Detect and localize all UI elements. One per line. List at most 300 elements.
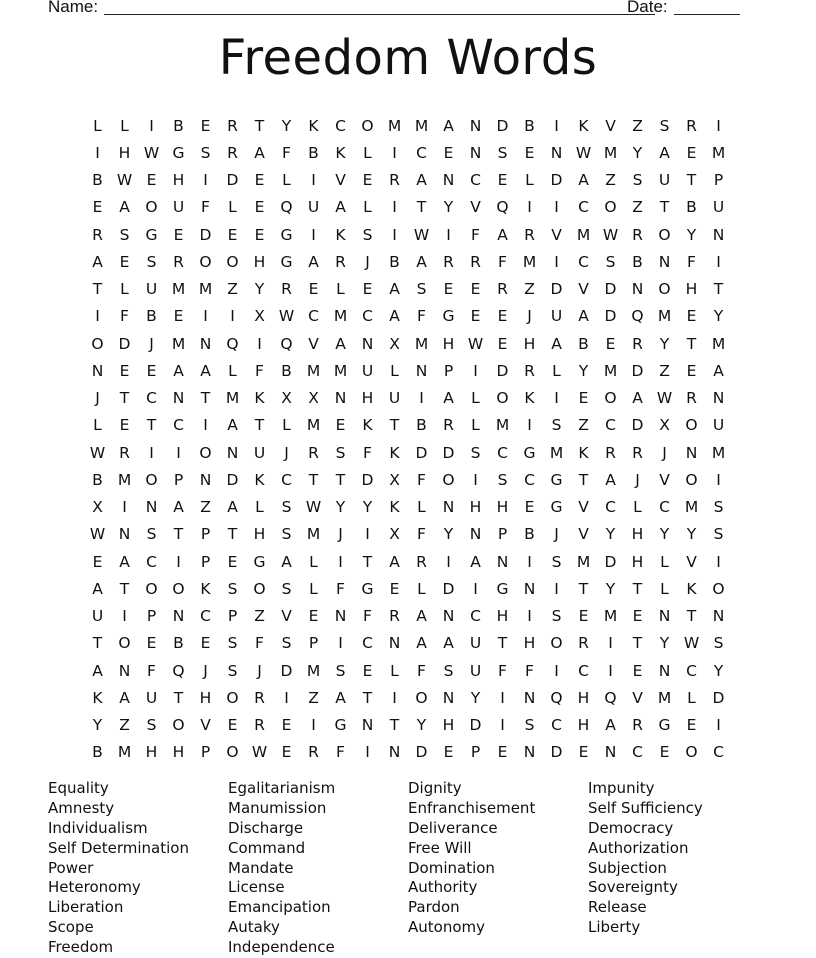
grid-letter: E (308, 607, 319, 626)
grid-letter: S (605, 252, 616, 271)
grid-letter: J (662, 443, 667, 462)
grid-letter: K (389, 498, 400, 517)
word-item: Domination (408, 858, 495, 877)
grid-letter: C (470, 607, 481, 626)
grid-letter: E (119, 252, 130, 271)
word-item: Liberty (588, 918, 641, 937)
grid-letter: E (470, 307, 481, 326)
grid-letter: A (335, 334, 346, 353)
grid-letter: E (146, 361, 157, 380)
grid-letter: T (686, 171, 697, 190)
word-item: Command (228, 838, 306, 857)
grid-letter: F (147, 661, 156, 680)
grid-letter: L (471, 416, 480, 435)
grid-letter: L (255, 498, 264, 517)
grid-letter: N (415, 361, 428, 380)
grid-row (84, 712, 732, 739)
grid-letter: M (306, 525, 321, 544)
grid-letter: I (392, 688, 397, 707)
grid-letter: G (280, 225, 293, 244)
grid-letter: B (92, 743, 103, 762)
grid-letter: O (172, 716, 185, 735)
grid-letter: E (524, 498, 535, 517)
grid-letter: I (230, 307, 235, 326)
grid-row (84, 303, 732, 330)
grid-letter: K (524, 389, 535, 408)
grid-letter: L (660, 552, 669, 571)
grid-letter: S (713, 498, 724, 517)
word-item: Mandate (228, 858, 294, 877)
grid-letter: L (282, 171, 291, 190)
word-item: Free Will (408, 838, 472, 857)
grid-letter: S (524, 716, 535, 735)
grid-letter: E (686, 716, 697, 735)
grid-letter: N (388, 634, 401, 653)
grid-letter: D (280, 661, 293, 680)
grid-letter: I (365, 743, 370, 762)
grid-row (84, 357, 732, 384)
grid-letter: R (686, 116, 697, 135)
word-item: Authority (408, 878, 478, 897)
grid-letter: H (253, 252, 266, 271)
grid-letter: T (389, 416, 400, 435)
grid-letter: Y (578, 361, 589, 380)
grid-letter: M (711, 143, 726, 162)
grid-letter: A (659, 143, 670, 162)
grid-letter: J (257, 661, 262, 680)
word-item: Manumission (228, 798, 327, 817)
grid-letter: J (149, 334, 154, 353)
grid-letter: N (685, 443, 698, 462)
grid-letter: P (308, 634, 319, 653)
grid-letter: O (226, 252, 239, 271)
grid-letter: U (145, 280, 158, 299)
grid-letter: N (172, 607, 185, 626)
grid-letter: I (527, 198, 532, 217)
grid-letter: T (335, 470, 346, 489)
grid-letter: M (522, 252, 537, 271)
word-item: Scope (48, 918, 94, 937)
grid-letter: M (711, 443, 726, 462)
grid-letter: N (658, 252, 671, 271)
grid-letter: A (443, 389, 454, 408)
grid-letter: V (308, 334, 319, 353)
grid-letter: R (92, 225, 103, 244)
grid-letter: U (469, 661, 482, 680)
grid-letter: B (578, 334, 589, 353)
grid-letter: N (145, 498, 158, 517)
grid-letter: D (631, 416, 644, 435)
word-item: Dignity (408, 779, 462, 797)
grid-letter: S (146, 716, 157, 735)
grid-letter: B (524, 116, 535, 135)
grid-letter: I (716, 116, 721, 135)
grid-letter: F (255, 634, 264, 653)
word-item: Emancipation (228, 898, 331, 917)
grid-letter: A (254, 143, 265, 162)
grid-letter: C (335, 116, 346, 135)
grid-letter: W (683, 634, 700, 653)
grid-letter: L (228, 198, 237, 217)
grid-letter: I (392, 143, 397, 162)
grid-letter: V (659, 470, 670, 489)
grid-letter: E (146, 171, 157, 190)
grid-letter: S (443, 661, 454, 680)
grid-letter: E (254, 198, 265, 217)
grid-letter: R (308, 443, 319, 462)
grid-letter: C (362, 634, 373, 653)
grid-letter: I (122, 607, 127, 626)
grid-letter: P (443, 361, 454, 380)
grid-letter: A (551, 334, 562, 353)
grid-letter: P (173, 470, 184, 489)
grid-letter: Y (686, 525, 697, 544)
grid-letter: I (311, 716, 316, 735)
grid-letter: E (470, 280, 481, 299)
word-item: Democracy (588, 818, 674, 837)
grid-letter: K (686, 579, 697, 598)
grid-letter: D (604, 552, 617, 571)
grid-letter: J (527, 307, 532, 326)
grid-letter: K (254, 470, 265, 489)
grid-letter: M (387, 116, 402, 135)
grid-letter: T (173, 688, 184, 707)
grid-letter: J (203, 661, 208, 680)
grid-letter: D (361, 470, 374, 489)
grid-letter: R (686, 389, 697, 408)
grid-letter: C (605, 416, 616, 435)
grid-letter: O (172, 579, 185, 598)
grid-letter: M (306, 416, 321, 435)
grid-letter: H (145, 743, 158, 762)
grid-letter: W (89, 443, 106, 462)
grid-letter: L (633, 498, 642, 517)
grid-letter: C (200, 607, 211, 626)
grid-letter: G (172, 143, 185, 162)
grid-letter: U (550, 307, 563, 326)
page-title: Freedom Words (218, 30, 598, 86)
grid-letter: X (389, 525, 400, 544)
grid-letter: J (338, 525, 343, 544)
grid-letter: S (362, 225, 373, 244)
grid-letter: C (524, 470, 535, 489)
grid-letter: Z (578, 416, 589, 435)
grid-letter: L (228, 361, 237, 380)
grid-letter: T (92, 634, 103, 653)
grid-letter: S (281, 498, 292, 517)
name-label: Name: (48, 0, 99, 16)
grid-letter: C (632, 743, 643, 762)
grid-row (84, 248, 732, 275)
grid-letter: N (658, 607, 671, 626)
grid-letter: V (605, 116, 616, 135)
grid-letter: N (388, 743, 401, 762)
grid-letter: I (446, 552, 451, 571)
grid-letter: M (549, 443, 564, 462)
grid-letter: Z (308, 688, 319, 707)
grid-letter: E (443, 743, 454, 762)
grid-letter: E (227, 716, 238, 735)
grid-letter: D (550, 280, 563, 299)
grid-letter: V (551, 225, 562, 244)
grid-letter: Y (686, 225, 697, 244)
grid-letter: M (495, 416, 510, 435)
grid-letter: N (226, 443, 239, 462)
grid-letter: S (227, 661, 238, 680)
grid-letter: C (281, 470, 292, 489)
grid-letter: S (281, 634, 292, 653)
grid-letter: D (496, 116, 509, 135)
grid-letter: A (605, 470, 616, 489)
grid-row (84, 739, 732, 766)
grid-letter: M (657, 307, 672, 326)
grid-letter: E (659, 743, 670, 762)
grid-letter: H (469, 498, 482, 517)
grid-letter: L (552, 361, 561, 380)
grid-letter: U (307, 198, 320, 217)
grid-letter: S (335, 661, 346, 680)
grid-letter: H (631, 525, 644, 544)
grid-letter: E (524, 143, 535, 162)
grid-letter: Y (632, 143, 643, 162)
grid-letter: V (578, 498, 589, 517)
grid-letter: C (605, 498, 616, 517)
grid-row (84, 657, 732, 684)
grid-letter: W (467, 334, 484, 353)
grid-letter: M (171, 334, 186, 353)
grid-letter: Z (605, 171, 616, 190)
grid-letter: S (713, 634, 724, 653)
grid-letter: I (392, 225, 397, 244)
grid-letter: N (442, 607, 455, 626)
grid-letter: I (608, 661, 613, 680)
grid-letter: E (686, 143, 697, 162)
grid-letter: U (145, 688, 158, 707)
grid-letter: T (389, 716, 400, 735)
grid-letter: X (92, 498, 103, 517)
grid-row (84, 548, 732, 575)
grid-letter: H (577, 716, 590, 735)
grid-letter: B (308, 143, 319, 162)
grid-row (84, 221, 732, 248)
grid-letter: Y (605, 579, 616, 598)
grid-letter: A (389, 307, 400, 326)
grid-letter: O (658, 280, 671, 299)
grid-letter: Y (713, 307, 724, 326)
grid-letter: F (363, 443, 372, 462)
grid-letter: E (254, 225, 265, 244)
grid-letter: R (227, 143, 238, 162)
grid-row (84, 439, 732, 466)
grid-letter: M (333, 361, 348, 380)
grid-letter: M (171, 280, 186, 299)
date-line (674, 14, 740, 15)
grid-letter: M (306, 661, 321, 680)
grid-letter: O (145, 579, 158, 598)
grid-letter: R (443, 252, 454, 271)
grid-letter: Z (119, 716, 130, 735)
grid-letter: N (712, 389, 725, 408)
grid-letter: Z (632, 116, 643, 135)
grid-letter: O (145, 198, 158, 217)
grid-letter: R (578, 634, 589, 653)
grid-letter: E (497, 334, 508, 353)
grid-letter: M (198, 280, 213, 299)
grid-letter: R (308, 743, 319, 762)
grid-letter: J (554, 525, 559, 544)
grid-letter: A (416, 252, 427, 271)
word-item: Authorization (588, 838, 689, 857)
grid-letter: R (632, 334, 643, 353)
grid-letter: O (199, 443, 212, 462)
grid-letter: K (308, 116, 319, 135)
grid-letter: M (117, 470, 132, 489)
word-item: Egalitarianism (228, 779, 336, 797)
grid-letter: P (713, 171, 724, 190)
grid-letter: B (389, 252, 400, 271)
grid-letter: E (308, 280, 319, 299)
grid-letter: L (363, 198, 372, 217)
grid-letter: O (496, 389, 509, 408)
grid-letter: W (278, 307, 295, 326)
grid-letter: B (146, 307, 157, 326)
grid-letter: I (446, 225, 451, 244)
grid-letter: D (415, 743, 428, 762)
grid-letter: S (227, 634, 238, 653)
grid-letter: I (122, 498, 127, 517)
grid-letter: H (577, 688, 590, 707)
grid-letter: M (603, 143, 618, 162)
grid-letter: G (496, 579, 509, 598)
grid-letter: A (92, 252, 103, 271)
grid-letter: O (145, 470, 158, 489)
grid-letter: I (716, 552, 721, 571)
grid-letter: X (659, 416, 670, 435)
grid-letter: N (334, 389, 347, 408)
grid-letter: F (417, 307, 426, 326)
grid-letter: I (608, 634, 613, 653)
grid-letter: Y (362, 498, 373, 517)
word-item: Freedom (48, 938, 114, 957)
grid-letter: S (551, 416, 562, 435)
grid-letter: R (119, 443, 130, 462)
grid-letter: I (311, 171, 316, 190)
grid-letter: X (389, 470, 400, 489)
grid-letter: Q (226, 334, 239, 353)
grid-letter: R (524, 225, 535, 244)
grid-letter: N (118, 525, 131, 544)
word-item: Power (48, 858, 94, 877)
grid-letter: X (308, 389, 319, 408)
grid-letter: K (389, 443, 400, 462)
grid-letter: I (338, 634, 343, 653)
grid-letter: A (443, 634, 454, 653)
grid-letter: A (470, 552, 481, 571)
grid-letter: H (523, 634, 536, 653)
grid-letter: O (604, 389, 617, 408)
grid-letter: I (473, 579, 478, 598)
grid-letter: K (578, 443, 589, 462)
grid-letter: N (469, 116, 482, 135)
grid-letter: E (200, 634, 211, 653)
grid-letter: T (200, 389, 211, 408)
grid-letter: N (469, 525, 482, 544)
grid-letter: F (120, 307, 129, 326)
grid-letter: R (443, 416, 454, 435)
grid-letter: Q (631, 307, 644, 326)
grid-letter: B (92, 171, 103, 190)
grid-letter: F (417, 661, 426, 680)
grid-letter: N (523, 743, 536, 762)
grid-letter: A (416, 607, 427, 626)
grid-letter: A (416, 171, 427, 190)
grid-letter: P (227, 607, 238, 626)
grid-letter: G (442, 307, 455, 326)
grid-letter: U (388, 389, 401, 408)
grid-letter: H (496, 498, 509, 517)
word-item: Enfranchisement (408, 798, 536, 817)
grid-letter: K (200, 579, 211, 598)
grid-letter: O (91, 334, 104, 353)
grid-letter: R (605, 443, 616, 462)
grid-letter: N (118, 661, 131, 680)
grid-letter: N (199, 470, 212, 489)
grid-letter: U (361, 361, 374, 380)
grid-letter: T (497, 634, 508, 653)
grid-letter: N (172, 389, 185, 408)
word-item: Impunity (588, 779, 655, 797)
grid-letter: A (389, 280, 400, 299)
grid-letter: E (497, 171, 508, 190)
grid-row (84, 521, 732, 548)
grid-letter: N (631, 280, 644, 299)
word-item: Autonomy (408, 918, 485, 937)
grid-letter: A (119, 552, 130, 571)
grid-letter: Y (713, 661, 724, 680)
grid-letter: S (119, 225, 130, 244)
grid-letter: S (200, 143, 211, 162)
grid-letter: T (578, 470, 589, 489)
grid-letter: I (554, 116, 559, 135)
grid-letter: R (281, 280, 292, 299)
grid-letter: E (227, 225, 238, 244)
grid-letter: I (716, 252, 721, 271)
grid-letter: O (685, 470, 698, 489)
grid-letter: R (416, 552, 427, 571)
grid-letter: F (417, 525, 426, 544)
grid-row (84, 276, 732, 303)
grid-letter: F (525, 661, 534, 680)
word-item: Discharge (228, 818, 304, 837)
grid-letter: E (578, 389, 589, 408)
grid-letter: F (498, 252, 507, 271)
grid-letter: I (338, 552, 343, 571)
grid-letter: E (632, 661, 643, 680)
word-item: Subjection (588, 858, 667, 877)
grid-letter: D (442, 443, 455, 462)
grid-letter: O (118, 634, 131, 653)
grid-letter: D (604, 280, 617, 299)
grid-letter: D (550, 171, 563, 190)
grid-letter: A (227, 416, 238, 435)
grid-letter: E (497, 307, 508, 326)
grid-letter: Z (659, 361, 670, 380)
grid-letter: Y (659, 525, 670, 544)
grid-letter: Z (524, 280, 535, 299)
grid-letter: S (470, 443, 481, 462)
grid-letter: S (281, 525, 292, 544)
grid-letter: I (95, 307, 100, 326)
